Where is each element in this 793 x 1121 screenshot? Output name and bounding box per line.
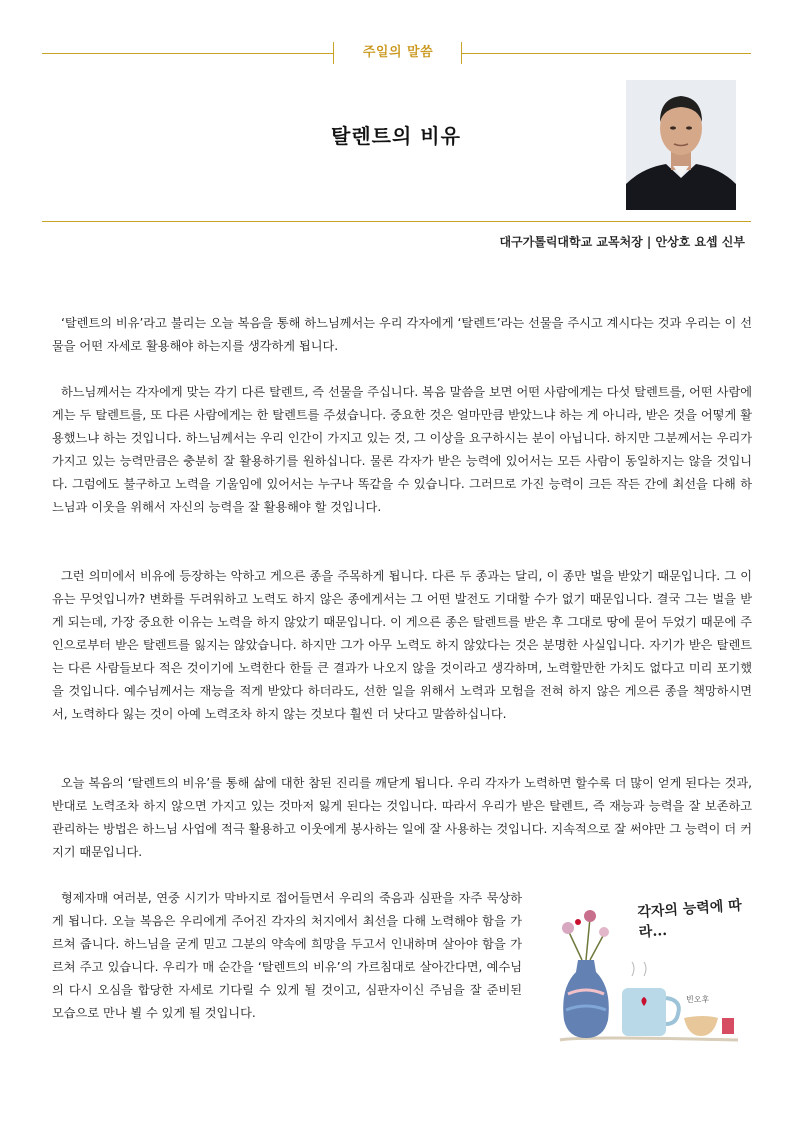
header-divider (42, 221, 751, 222)
paragraph-4: 오늘 복음의 ‘탈렌트의 비유’를 통해 삶에 대한 참된 진리를 깨닫게 됩니다. 우리 각자가 노력하면 할수록 더 많이 얻게 된다는 것과, 반대로 노력조차 하지 않으면 가지고 있는 것마저 잃게 된다는 것입니다. 따라서 우리가 받은 탈렌트, 즉 재능과 능력을 잘 보존하고 관리하는 방법은 하느님 사업에 적극 활용하고 이웃에게 봉사하는 일에 잘 사용하는 것입니다. 지속적으로 잘 써야만 그 능력이 더 커지기 때문입니다. (52, 776, 752, 859)
paragraph-2: 하느님께서는 각자에게 맞는 각기 다른 탈렌트, 즉 선물을 주십니다. 복음 말씀을 보면 어떤 사람에게는 다섯 탈렌트를, 어떤 사람에게는 두 탈렌트를, 또 다른 사람에게는 한 탈렌트를 주셨습니다. 중요한 것은 얼마만큼 받았느냐 하는 게 아니라, 받은 것을 어떻게 활용했느냐 하는 것입니다. 하느님께서는 우리 인간이 가지고 있는 것, 그 이상을 요구하시는 분이 아닙니다. 하지만 그분께서는 우리가 가지고 있는 능력만큼은 충분히 잘 활용하기를 원하십니다. 물론 각자가 받은 능력에 있어서는 모든 사람이 동일하지는 않을 것입니다. 그럼에도 불구하고 노력을 기울임에 있어서는 누구나 똑같을 수 있습니다. 그러므로 가진 능력이 크든 작든 간에 최선을 다해 하느님과 이웃을 위해서 자신의 능력을 잘 활용해야 할 것입니다. (52, 385, 752, 514)
paragraph-1: ‘탈렌트의 비유’라고 불리는 오늘 복음을 통해 하느님께서는 우리 각자에게 ‘탈렌트’라는 선물을 주시고 계시다는 것과 우리는 이 선물을 어떤 자세로 활용해야 하는지를 생각하게 됩니다. (52, 316, 752, 353)
section-label: 주일의 말씀 (362, 45, 434, 60)
paragraph-5: 형제자매 여러분, 연중 시기가 막바지로 접어들면서 우리의 죽음과 심판을 자주 묵상하게 됩니다. 오늘 복음은 우리에게 주어진 각자의 처지에서 최선을 다해 노력해야 함을 가르쳐 줍니다. 하느님을 굳게 믿고 그분의 약속에 희망을 두고서 인내하며 살아야 함을 가르쳐 주고 있습니다. 우리가 매 순간을 ‘탈렌트의 비유’의 가르침대로 살아간다면, 예수님의 다시 오심을 합당한 자세로 기다릴 수 있게 될 것이고, 심판자이신 주님을 잘 준비된 모습으로 만나 뵐 수 있게 될 것입니다. (52, 891, 522, 1020)
priest-portrait-image (626, 80, 736, 210)
header-rule-left (42, 53, 334, 54)
watercolor-illustration (538, 890, 753, 1048)
paragraph-3: 그런 의미에서 비유에 등장하는 악하고 게으른 종을 주목하게 됩니다. 다른 두 종과는 달리, 이 종만 벌을 받았기 때문입니다. 그 이유는 무엇입니까? 변화를 두려워하고 노력도 하지 않은 종에게서는 그 어떤 발전도 기대할 수가 없기 때문입니다. 결국 그는 벌을 받게 되는데, 가장 중요한 이유는 노력을 하지 않았기 때문입니다. 이 게으른 종은 탈렌트를 받은 후 그대로 땅에 묻어 두었기 때문에 주인으로부터 받은 탈렌트를 잃지는 않았습니다. 하지만 그가 아무 노력도 하지 않았다는 것은 분명한 사실입니다. 자기가 받은 탈렌트는 다른 사람들보다 적은 것이기에 노력한다 한들 큰 결과가 나오지 않을 것이라고 생각하며, 노력할만한 가치도 없다고 미리 포기했을 것입니다. 예수님께서는 재능을 적게 받았다 하더라도, 선한 일을 위해서 노력과 모험을 전혀 하지 않은 게으른 종을 책망하시면서, 노력하다 잃는 것이 아예 노력조차 하지 않는 것보다 훨씬 더 낫다고 말씀하십니다. (52, 569, 752, 721)
page-title: 탈렌트의 비유 (331, 124, 461, 148)
illustration-caption: 각자의 능력에 따라... (636, 897, 743, 941)
author-byline: 대구가톨릭대학교 교목처장 | 안상호 요셉 신부 (499, 235, 745, 249)
header-rule-right (462, 53, 751, 54)
illustration-signature: 빈오후 (686, 995, 710, 1004)
author-portrait (626, 80, 736, 210)
